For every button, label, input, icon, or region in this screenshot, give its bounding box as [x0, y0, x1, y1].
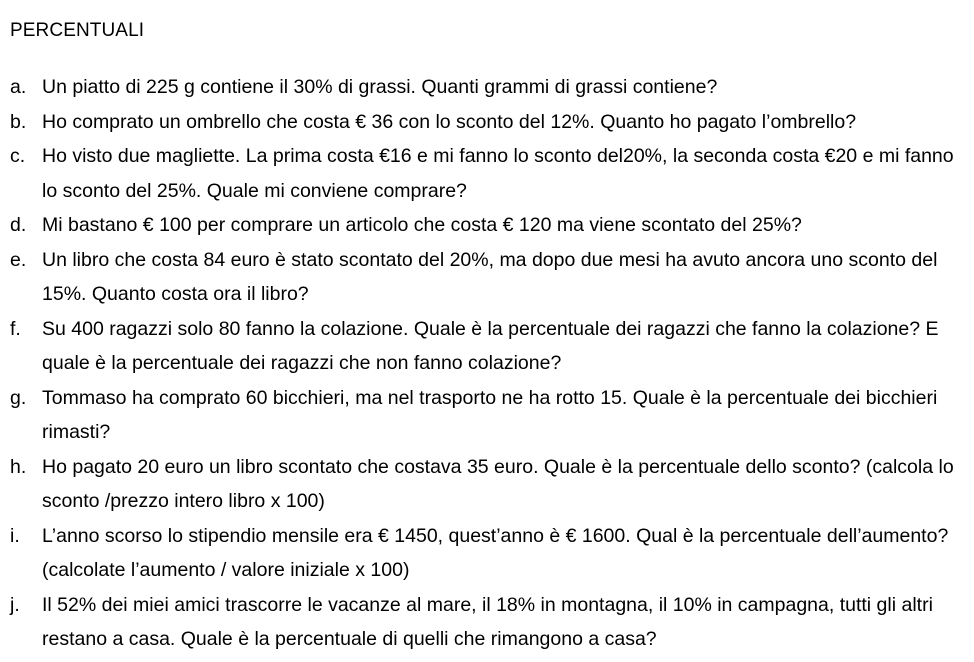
problem-letter: g.	[10, 386, 27, 409]
problem-item	[10, 70, 954, 105]
problem-item	[10, 139, 954, 208]
problem-text: Su 400 ragazzi solo 80 fanno la colazione. Quale è la percentuale dei ragazzi che fanno la colazione? E quale è la percentuale dei ragazzi che non fanno colazione?	[42, 317, 939, 374]
problem-text: Tommaso ha comprato 60 bicchieri, ma nel trasporto ne ha rotto 15. Quale è la percentuale dei bicchieri rimasti?	[42, 386, 938, 443]
problem-item	[10, 208, 954, 243]
problem-letter: h.	[10, 455, 27, 478]
problem-text: Ho comprato un ombrello che costa € 36 con lo sconto del 12%. Quanto ho pagato l’ombrello?	[42, 110, 857, 133]
problem-text: Un libro che costa 84 euro è stato scontato del 20%, ma dopo due mesi ha avuto ancora uno sconto del 15%. Quanto costa ora il libro?	[42, 248, 938, 305]
page-title: PERCENTUALI	[10, 20, 145, 41]
problem-item	[10, 381, 954, 450]
problem-list	[10, 70, 954, 657]
problem-letter: j.	[10, 593, 20, 616]
problem-text: Mi bastano € 100 per comprare un articolo che costa € 120 ma viene scontato del 25%?	[42, 214, 802, 236]
problem-item	[10, 588, 954, 657]
problem-letter: e.	[10, 248, 27, 271]
problem-text: Ho visto due magliette. La prima costa €16 e mi fanno lo sconto del20%, la seconda costa €20 e mi fanno lo sconto del 25%. Quale mi conviene comprare?	[42, 145, 954, 202]
problem-text: Un piatto di 225 g contiene il 30% di grassi. Quanti grammi di grassi contiene?	[42, 76, 718, 98]
problem-letter: c.	[10, 145, 26, 167]
problem-item	[10, 243, 954, 312]
problem-letter: f.	[10, 317, 21, 340]
problem-item	[10, 312, 954, 381]
problem-letter: d.	[10, 214, 27, 236]
problem-item	[10, 450, 954, 519]
problem-text: Ho pagato 20 euro un libro scontato che costava 35 euro. Quale è la percentuale dello sconto? (calcola lo sconto /prezzo intero libro x 100)	[42, 455, 954, 512]
problem-item	[10, 519, 954, 588]
problem-letter: i.	[10, 524, 20, 547]
problem-text: L’anno scorso lo stipendio mensile era € 1450, quest’anno è € 1600. Qual è la percentuale dell’aumento? (calcolate l’aumento / valore iniziale x 100)	[42, 524, 949, 581]
problem-text: Il 52% dei miei amici trascorre le vacanze al mare, il 18% in montagna, il 10% in campagna, tutti gli altri restano a casa. Quale è la percentuale di quelli che rimangono a casa?	[42, 593, 933, 650]
problem-letter: b.	[10, 110, 27, 133]
problem-item	[10, 105, 954, 140]
problem-letter: a.	[10, 76, 27, 98]
